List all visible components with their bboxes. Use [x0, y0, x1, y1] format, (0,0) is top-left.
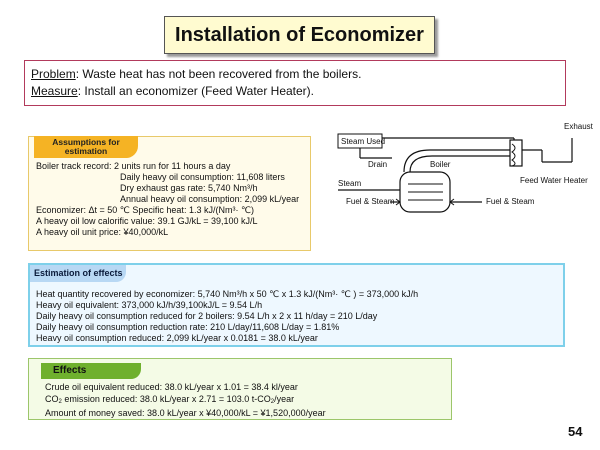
co2-text: CO [45, 393, 59, 404]
measure-text: : Install an economizer (Feed Water Heater). [77, 84, 315, 98]
effects-panel [28, 358, 452, 420]
fuel-steam-right-label: Fuel & Steam [486, 197, 535, 206]
assumptions-tab-line2: estimation [64, 146, 108, 156]
steam-used-label: Steam Used [341, 137, 386, 146]
problem-label: Problem [31, 67, 76, 81]
boiler-label: Boiler [430, 160, 451, 169]
title-text: Installation of Economizer [175, 23, 424, 46]
page-title [164, 16, 435, 54]
problem-text: : Waste heat has not been recovered from the boilers. [75, 67, 362, 81]
assumptions-panel [28, 136, 311, 251]
co2-emission-text: emission reduced: 38.0 kL/year x 2.71 = 103.0 t-CO [61, 393, 271, 404]
fuel-steam-left-label: Fuel & Steam [346, 197, 395, 206]
assumption-line: Boiler track record: 2 units run for 11 hours a day [36, 161, 231, 171]
assumption-line: Daily heavy oil consumption: 11,608 liters [120, 172, 285, 182]
effects-body [45, 382, 447, 420]
feed-water-heater-label: Feed Water Heater [520, 176, 588, 185]
co2-subscript: 2 [58, 398, 62, 405]
problem-line [31, 66, 559, 83]
drain-label: Drain [368, 160, 388, 169]
exhaust-label: Exhaust [564, 122, 593, 131]
effect-line-crude-oil: Crude oil equivalent reduced: 38.0 kL/year x 1.01 = 38.4 kl/year [45, 382, 298, 392]
economizer-diagram [300, 112, 600, 222]
assumption-line: Annual heavy oil consumption: 2,099 kL/year [120, 194, 300, 204]
assumptions-tab [34, 136, 138, 158]
effect-line-co2 [45, 394, 447, 409]
effects-tab: Effects [41, 363, 141, 379]
estimation-panel [28, 263, 565, 347]
boiler-flue-inner [410, 156, 510, 172]
measure-label: Measure [31, 84, 78, 98]
assumptions-tab-line1: Assumptions for [52, 137, 120, 147]
estimation-line: Daily heavy oil consumption reduced for 2 boilers: 9.54 L/h x 2 x 11 h/day = 210 L/day [36, 311, 378, 321]
co2-unit-subscript: 2 [270, 398, 275, 405]
economizer-unit [510, 140, 522, 166]
measure-line [31, 83, 559, 100]
estimation-line: Heavy oil equivalent: 373,000 kJ/h/39,100kJ/L = 9.54 L/h [36, 300, 263, 310]
estimation-line: Heavy oil consumption reduced: 2,099 kL/year x 0.0181 = 38.0 kL/year [36, 333, 318, 343]
estimation-body [36, 289, 559, 344]
assumption-line: Economizer: Δt = 50 ℃ Specific heat: 1.3 kJ/(Nm³· ℃) [36, 205, 255, 215]
estimation-line: Daily heavy oil consumption reduction rate: 210 L/day/11,608 L/day = 1.81% [36, 322, 340, 332]
problem-measure-box [24, 60, 566, 106]
estimation-tab: Estimation of effects [30, 265, 126, 282]
co2-per-year: /year [274, 393, 295, 404]
effect-line-money: Amount of money saved: 38.0 kL/year x ¥40,000/kL = ¥1,520,000/year [45, 408, 326, 418]
assumption-line: Dry exhaust gas rate: 5,740 Nm³/h [120, 183, 258, 193]
steam-label: Steam [338, 179, 362, 188]
page-number: 54 [568, 424, 583, 439]
boiler-flue-outer [404, 150, 510, 172]
estimation-line: Heat quantity recovered by economizer: 5,740 Nm³/h x 50 ℃ x 1.3 kJ/(Nm³· ℃ ) = 373,000 kJ/h [36, 289, 419, 299]
assumption-line: A heavy oil low calorific value: 39.1 GJ/kL = 39,100 kJ/L [36, 216, 258, 226]
assumptions-body [36, 161, 306, 238]
assumption-line: A heavy oil unit price: ¥40,000/kL [36, 227, 169, 237]
